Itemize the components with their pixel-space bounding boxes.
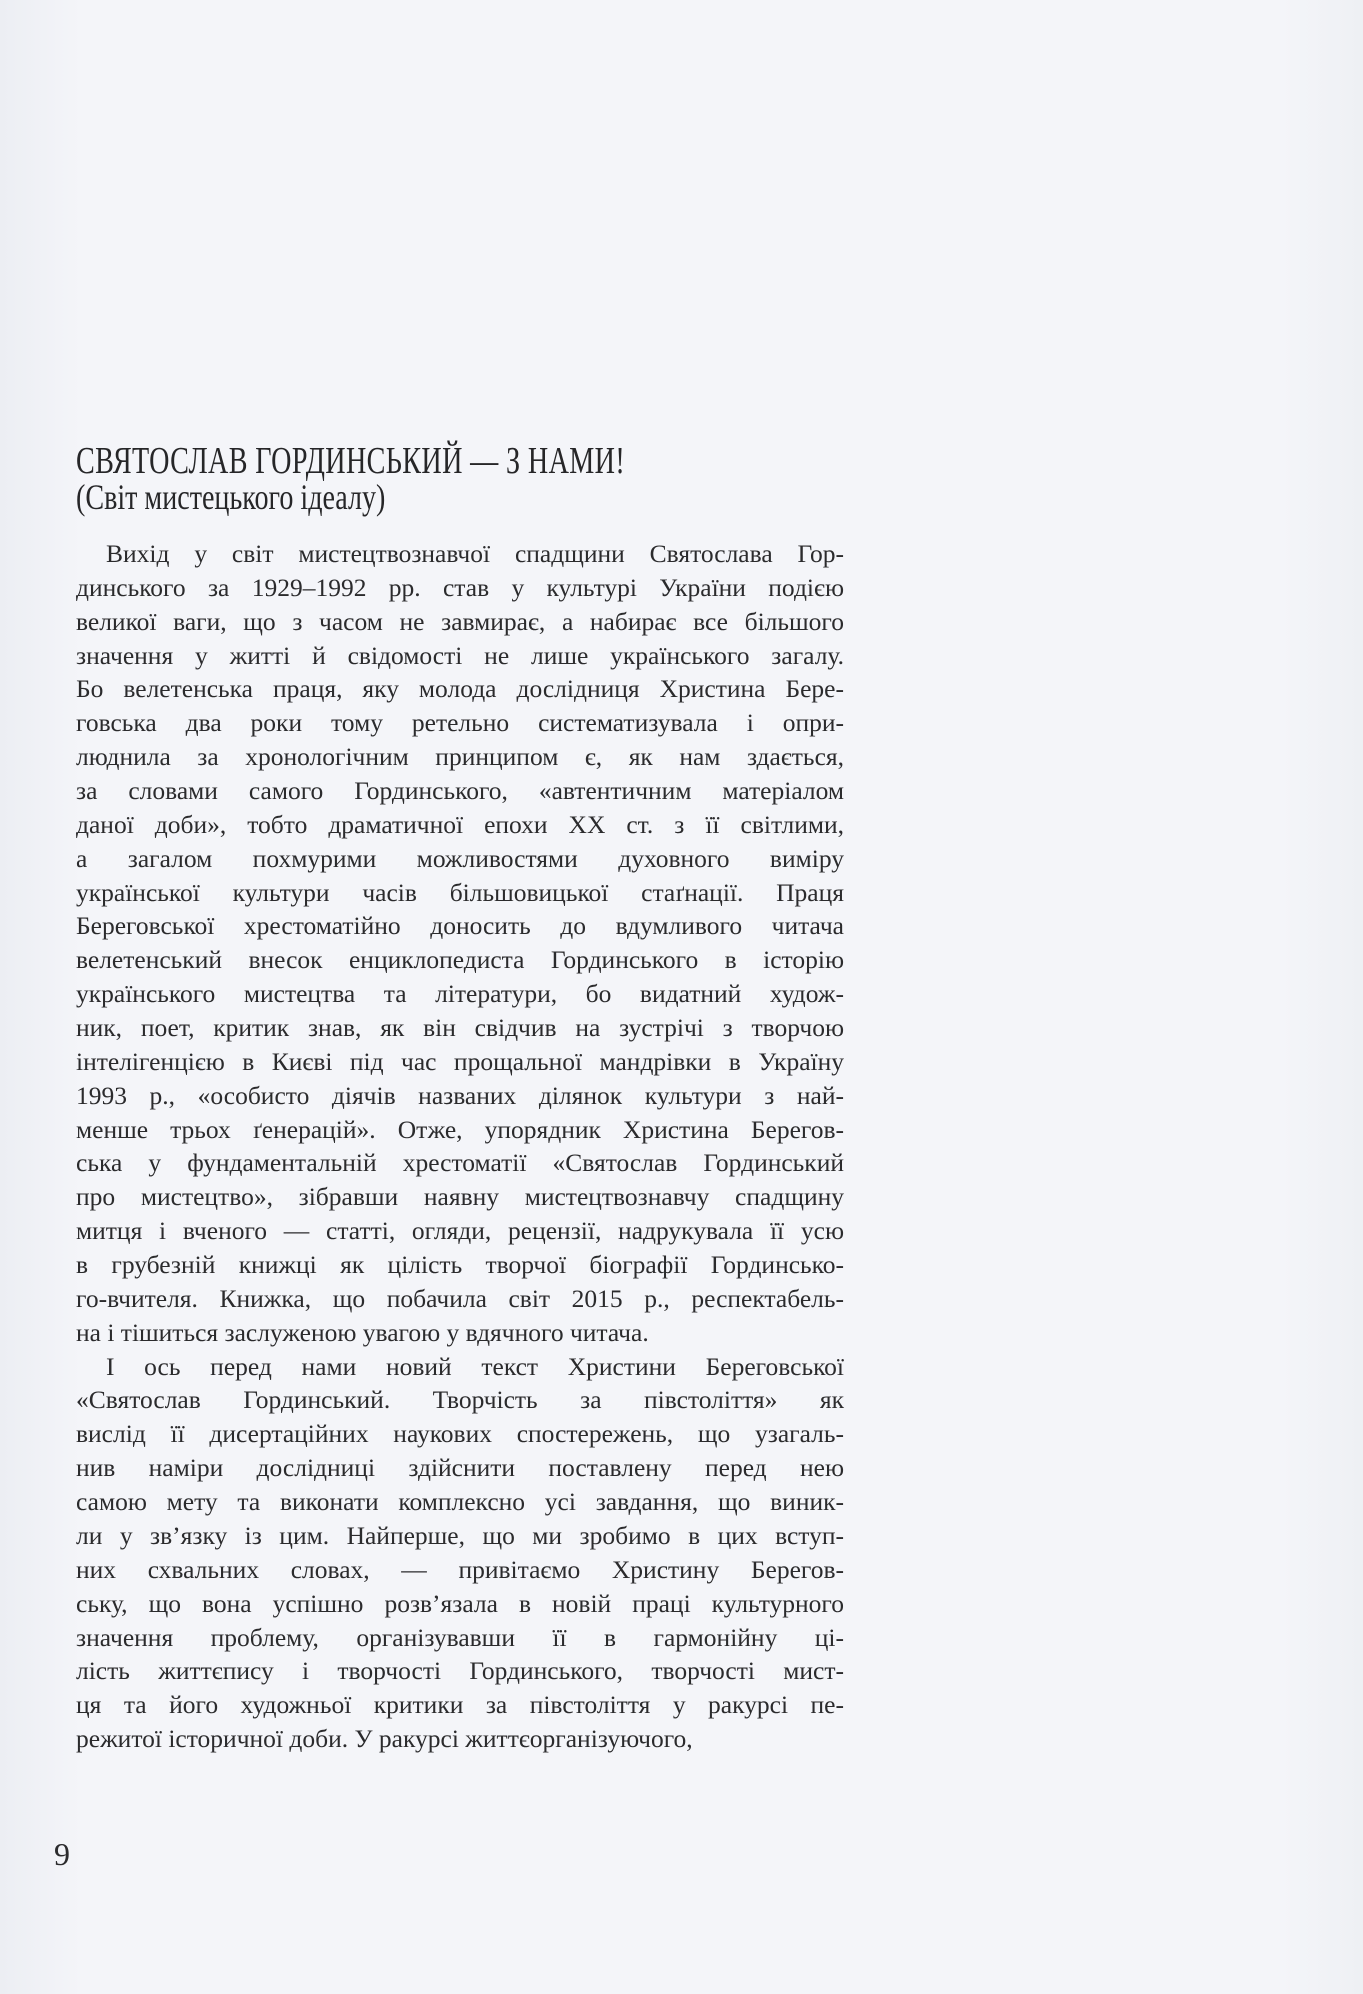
text-line: Береговської хрестоматійно доносить до вдумливого читача: [76, 911, 844, 941]
text-line: великої ваги, що з часом не завмирає, а набирає все більшого: [76, 606, 844, 636]
text-line: го-вчителя. Книжка, що побачила світ 2015 р., респектабель-: [76, 1283, 844, 1313]
text-line: інтелігенцією в Києві під час прощальної мандрівки в Україну: [76, 1046, 844, 1076]
text-line: «Святослав Гординський. Творчість за півстоліття» як: [76, 1385, 844, 1415]
text-line: динського за 1929–1992 рр. став у культурі України подією: [76, 572, 844, 602]
text-line: про мистецтво», зібравши наявну мистецтвознавчу спадщину: [76, 1182, 844, 1212]
text-line: за словами самого Гординського, «автентичним матеріалом: [76, 776, 844, 806]
text-line: ник, поет, критик знав, як він свідчив на зустрічі з творчою: [76, 1013, 844, 1043]
paragraph: [76, 537, 844, 1350]
text-line: І ось перед нами новий текст Христини Береговської: [106, 1351, 844, 1381]
chapter-subtitle: (Світ мистецького ідеалу): [76, 476, 386, 517]
text-line: на і тішиться заслуженою увагою у вдячного читача.: [76, 1317, 649, 1347]
paragraph: [76, 1350, 844, 1756]
chapter-title: СВЯТОСЛАВ ГОРДИНСЬКИЙ — З НАМИ!: [76, 440, 626, 483]
text-line: режитої історичної доби. У ракурсі життєорганізуючого,: [76, 1724, 693, 1754]
text-line: люднила за хронологічним принципом є, як нам здається,: [76, 742, 844, 772]
text-line: в грубезній книжці як цілість творчої біографії Гординсько-: [76, 1250, 844, 1280]
text-line: нив наміри дослідниці здійснити поставлену перед нею: [76, 1453, 844, 1483]
text-line: них схвальних словах, — привітаємо Христину Берегов-: [76, 1554, 844, 1584]
text-line: українського мистецтва та літератури, бо видатний худож-: [76, 979, 844, 1009]
text-line: ця та його художньої критики за півстоліття у ракурсі пе-: [76, 1690, 844, 1720]
text-line: Вихід у світ мистецтвознавчої спадщини Святослава Гор-: [106, 539, 844, 568]
text-line: самою мету та виконати комплексно усі завдання, що виник-: [76, 1487, 844, 1517]
text-line: митця і вченого — статті, огляди, рецензії, надрукувала її усю: [76, 1216, 844, 1246]
text-line: менше трьох ґенерацій». Отже, упорядник Христина Берегов-: [76, 1114, 844, 1144]
body-text: [76, 537, 844, 1756]
text-line: а загалом похмурими можливостями духовного виміру: [76, 843, 844, 873]
text-line: 1993 р., «особисто діячів названих ділянок культури з най-: [76, 1080, 844, 1110]
text-line: вислід її дисертаційних наукових спостережень, що узагаль-: [76, 1419, 844, 1449]
text-line: говська два роки тому ретельно систематизувала і опри-: [76, 708, 844, 738]
text-line: лість життєпису і творчості Гординського, творчості мист-: [76, 1656, 844, 1686]
text-line: ли у зв’язку із цим. Найперше, що ми зробимо в цих вступ-: [76, 1520, 844, 1550]
text-line: Бо велетенська праця, яку молода дослідниця Христина Бере-: [76, 674, 844, 704]
text-line: ську, що вона успішно розв’язала в новій праці культурного: [76, 1588, 844, 1618]
text-line: значення у житті й свідомості не лише українського загалу.: [76, 640, 844, 670]
text-line: української культури часів більшовицької стаґнації. Праця: [76, 877, 844, 907]
text-line: даної доби», тобто драматичної епохи XX ст. з її світлими,: [76, 809, 844, 839]
text-line: ська у фундаментальній хрестоматії «Святослав Гординський: [76, 1148, 844, 1178]
text-line: велетенський внесок енциклопедиста Гординського в історію: [76, 945, 844, 975]
text-line: значення проблему, організувавши її в гармонійну ці-: [76, 1622, 844, 1652]
page-number: 9: [54, 1836, 70, 1872]
